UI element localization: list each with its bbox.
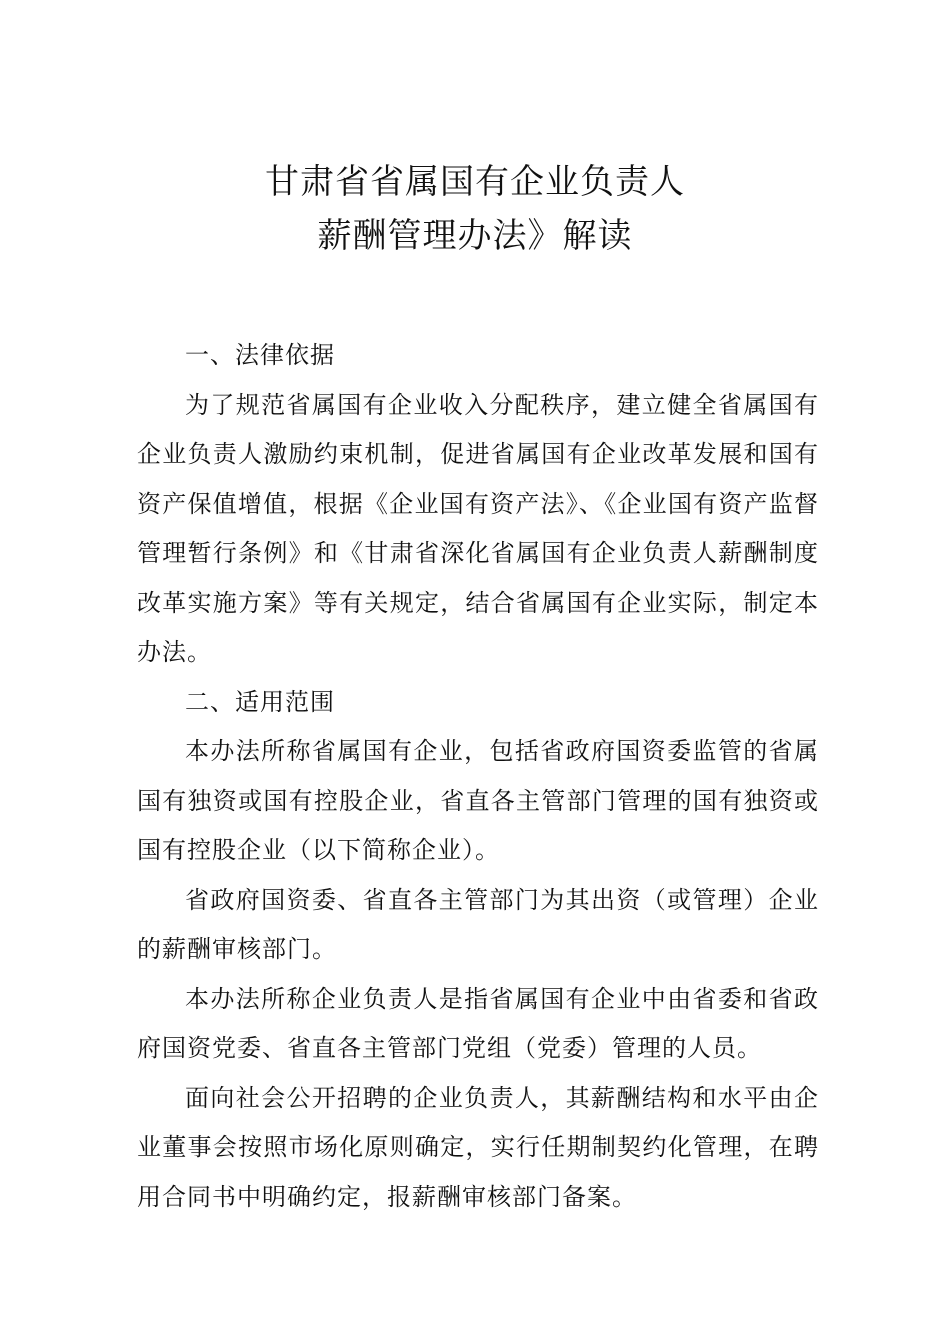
paragraph-legal-basis: 为了规范省属国有企业收入分配秩序，建立健全省属国有企业负责人激励约束机制，促进省属国有企业改革发展和国有资产保值增值，根据《企业国有资产法》、《企业国有资产监督管理暂行条例》和《甘肃省深化省属国有企业负责人薪酬制度改革实施方案》等有关规定，结合省属国有企业实际，制定本办法。 [137, 390, 819, 666]
document-title-line-1: 甘肃省省属国有企业负责人 [265, 162, 685, 202]
section-heading-scope: 二、适用范围 [185, 687, 335, 716]
paragraph-scope-enterprises: 本办法所称省属国有企业，包括省政府国资委监管的省属国有独资或国有控股企业，省直各主管部门管理的国有独资或国有控股企业（以下简称企业）。 [137, 737, 819, 864]
document-title-line-2: 薪酬管理办法》解读 [317, 216, 633, 256]
document-body [137, 331, 819, 1222]
paragraph-scope-review-departments: 省政府国资委、省直各主管部门为其出资（或管理）企业的薪酬审核部门。 [137, 885, 819, 963]
section-heading-legal-basis: 一、法律依据 [185, 341, 335, 369]
paragraph-scope-responsible-persons: 本办法所称企业负责人是指省属国有企业中由省委和省政府国资党委、省直各主管部门党组（党委）管理的人员。 [137, 984, 819, 1062]
paragraph-scope-public-recruitment: 面向社会公开招聘的企业负责人，其薪酬结构和水平由企业董事会按照市场化原则确定，实行任期制契约化管理，在聘用合同书中明确约定，报薪酬审核部门备案。 [137, 1083, 819, 1211]
